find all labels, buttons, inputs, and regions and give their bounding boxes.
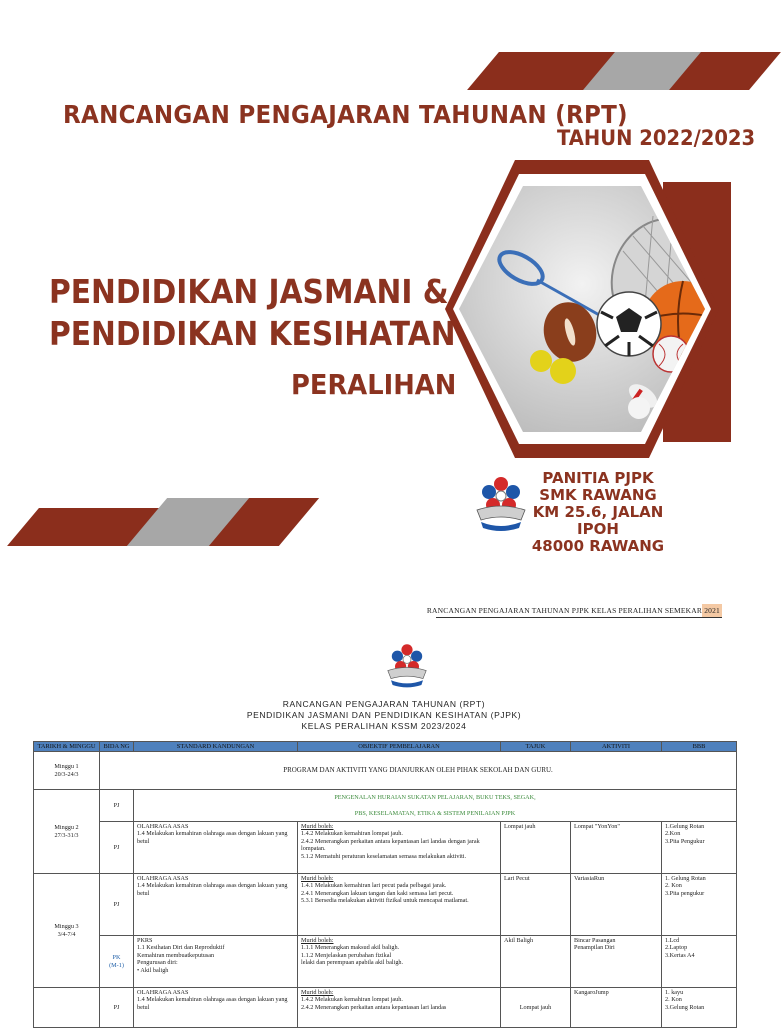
rpt-table xyxy=(33,741,737,1028)
bbb-cell xyxy=(662,988,737,1028)
aktiviti-cell: Lompat "YonYon" xyxy=(571,822,662,874)
school-crest-icon xyxy=(383,640,431,690)
table-header-row xyxy=(34,742,737,752)
table-row xyxy=(34,752,737,790)
bidang-cell: PJ xyxy=(100,874,134,936)
objektif-cell xyxy=(298,874,501,936)
objektif-line: Murid boleh: xyxy=(301,937,334,944)
bidang-cell: PJ xyxy=(100,790,134,822)
objektif-line: 1.4.2 Melakukan kemahiran lompat jauh. xyxy=(301,830,403,838)
standard-cell xyxy=(134,822,298,874)
tajuk-cell: Lari Pecut xyxy=(501,874,571,936)
aktiviti-cell xyxy=(571,936,662,988)
table-row xyxy=(34,988,737,1028)
header-note: RANCANGAN PENGAJARAN TAHUNAN PJPK KELAS PERALIHAN SEMEKAR 2021 xyxy=(426,606,720,615)
subject-line-2: PENDIDIKAN KESIHATAN xyxy=(49,314,456,353)
sports-equipment-photo xyxy=(443,156,721,462)
bbb-line: 1.Lcd xyxy=(665,937,680,944)
objektif-line: 2.4.2 Menerangkan perkaitan antara kepantasan lari landas xyxy=(301,1003,447,1011)
panitia-line: 48000 RAWANG xyxy=(531,537,665,555)
aktiviti-line: Penampilan Diri xyxy=(574,944,615,952)
col-header: OBJEKTIF PEMBELAJARAN xyxy=(298,742,501,752)
standard-line: OLAHRAGA ASAS xyxy=(137,823,189,830)
week1-note: PROGRAM DAN AKTIVITI YANG DIANJURKAN OLEH PIHAK SEKOLAH DAN GURU. xyxy=(100,752,737,790)
table-row xyxy=(34,822,737,874)
standard-line: PKRS xyxy=(137,937,153,944)
subject-line-1: PENDIDIKAN JASMANI & xyxy=(49,272,449,311)
bbb-line: 1. Gelung Rotan xyxy=(665,875,706,882)
week-dates: 27/3-31/3 xyxy=(54,831,79,839)
bbb-line: 3.Gelung Rotan xyxy=(665,1003,705,1011)
objektif-cell xyxy=(298,822,501,874)
doc-heading-line-3: KELAS PERALIHAN KSSM 2023/2024 xyxy=(301,721,467,731)
objektif-line: 1.1.2 Menjelaskan perubahan fizikal xyxy=(301,951,392,959)
week-dates: 3/4-7/4 xyxy=(57,930,76,938)
bidang-sub: (M-1) xyxy=(109,961,124,969)
week-label: Minggu 3 xyxy=(54,923,79,931)
col-header: BBB xyxy=(662,742,737,752)
bbb-line: 3.Kertas A4 xyxy=(665,951,695,959)
peralihan-label: PERALIHAN xyxy=(291,368,457,401)
bidang-label: PK xyxy=(112,954,121,962)
cover-year: TAHUN 2022/2023 xyxy=(557,126,756,150)
week-cell xyxy=(34,752,100,790)
standard-line: Kemahiran membuatkeputusan xyxy=(137,951,215,959)
objektif-cell xyxy=(298,988,501,1028)
bbb-line: 1.Gelung Rotan xyxy=(665,823,705,830)
standard-line: 1.4 Melakukan kemahiran olahraga asas dengan lakuan yang betul xyxy=(137,996,288,1011)
objektif-line: Murid boleh: xyxy=(301,875,334,882)
week-cell xyxy=(34,988,100,1028)
col-header: TAJUK xyxy=(501,742,571,752)
aktiviti-line: Bincar Pasangan xyxy=(574,937,616,944)
bbb-line: 2. Kon xyxy=(665,996,682,1004)
standard-cell xyxy=(134,988,298,1028)
intro-line: PBS, KESELAMATAN, ETIKA & SISTEM PENILAIAN PJPK xyxy=(354,809,516,817)
tajuk-cell: Lompat jauh xyxy=(501,822,571,874)
bbb-cell xyxy=(662,936,737,988)
tajuk-cell: Lompat jauh xyxy=(501,988,571,1028)
panitia-line: SMK RAWANG xyxy=(539,486,657,504)
objektif-line: Murid boleh: xyxy=(301,989,334,996)
week-cell xyxy=(34,874,100,988)
col-header: BIDA NG xyxy=(100,742,134,752)
standard-cell xyxy=(134,874,298,936)
week-cell xyxy=(34,790,100,874)
aktiviti-cell: KangaroJump xyxy=(571,988,662,1028)
standard-line: 1.1 Kesihatan Diri dan Reproduktif xyxy=(137,944,225,952)
objektif-line: lelaki dan perempuan apabila akil baligh. xyxy=(301,959,404,967)
bbb-line: 2. Kon xyxy=(665,882,682,890)
objektif-line: 2.4.1 Menerangkan lakuan tangan dan kaki semasa lari pecut. xyxy=(301,889,454,897)
intro-cell xyxy=(134,790,737,822)
col-header: STANDARD KANDUNGAN xyxy=(134,742,298,752)
week-label: Minggu 2 xyxy=(54,824,79,832)
objektif-line: 1.4.2 Melakukan kemahiran lompat jauh. xyxy=(301,996,403,1004)
table-row xyxy=(34,936,737,988)
bbb-line: 2.Laptop xyxy=(665,944,688,952)
cover-page xyxy=(33,52,756,555)
standard-line: OLAHRAGA ASAS xyxy=(137,989,189,996)
bbb-line: 3.Pita pengukur xyxy=(665,889,705,897)
week-dates: 20/3-24/3 xyxy=(54,770,79,778)
doc-heading-line-2: PENDIDIKAN JASMANI DAN PENDIDIKAN KESIHATAN (PJPK) xyxy=(246,710,522,720)
bbb-line: 3.Pita Pengukur xyxy=(665,837,705,845)
bbb-cell xyxy=(662,822,737,874)
bidang-cell: PJ xyxy=(100,822,134,874)
bidang-cell xyxy=(100,936,134,988)
panitia-block xyxy=(513,470,683,555)
objektif-line: 1.4.1 Melakukan kemahiran lari pecut pada pelbagai jarak. xyxy=(301,882,447,890)
standard-line: OLAHRAGA ASAS xyxy=(137,875,189,882)
bidang-cell: PJ xyxy=(100,988,134,1028)
col-header: TARIKH & MINGGU xyxy=(34,742,100,752)
bbb-cell xyxy=(662,874,737,936)
objektif-line: Murid boleh: xyxy=(301,823,334,830)
panitia-line: PANITIA PJPK xyxy=(542,469,654,487)
objektif-line: 5.3.1 Bersedia melakukan aktiviti fizikal untuk mencapai matlamat. xyxy=(301,897,469,905)
standard-line: • Akil baligh xyxy=(137,966,169,974)
col-header: AKTIVITI xyxy=(571,742,662,752)
bbb-line: 2.Kon xyxy=(665,830,681,838)
panitia-line: KM 25.6, JALAN IPOH xyxy=(532,503,664,538)
standard-line: 1.4 Melakukan kemahiran olahraga asas dengan lakuan yang betul xyxy=(137,830,288,845)
table-row xyxy=(34,790,737,822)
standard-line: Pengurusan diri: xyxy=(137,959,178,967)
objektif-line: 1.1.1 Menerangkan maksud akil baligh. xyxy=(301,944,400,952)
bbb-line: 1. kayu xyxy=(665,989,684,996)
table-row xyxy=(34,874,737,936)
objektif-cell xyxy=(298,936,501,988)
standard-cell xyxy=(134,936,298,988)
objektif-line: 5.1.2 Mematuhi peraturan keselamatan semasa melakukan aktiviti. xyxy=(301,852,467,860)
week-label: Minggu 1 xyxy=(54,763,79,771)
tajuk-cell: Akil Baligh xyxy=(501,936,571,988)
objektif-line: 2.4.2 Menerangkan perkaitan antara kepantasan lari landas dengan jarak lompatan. xyxy=(301,837,480,853)
cover-title: RANCANGAN PENGAJARAN TAHUNAN (RPT) xyxy=(63,100,628,129)
aktiviti-cell: VariasiaRun xyxy=(571,874,662,936)
header-rule xyxy=(436,617,722,618)
doc-heading-line-1: RANCANGAN PENGAJARAN TAHUNAN (RPT) xyxy=(282,699,486,709)
intro-line: PENGENALAN HURAIAN SUKATAN PELAJARAN, BUKU TEKS, SEGAK, xyxy=(334,794,536,802)
standard-line: 1.4 Melakukan kemahiran olahraga asas dengan lakuan yang betul xyxy=(137,882,288,897)
